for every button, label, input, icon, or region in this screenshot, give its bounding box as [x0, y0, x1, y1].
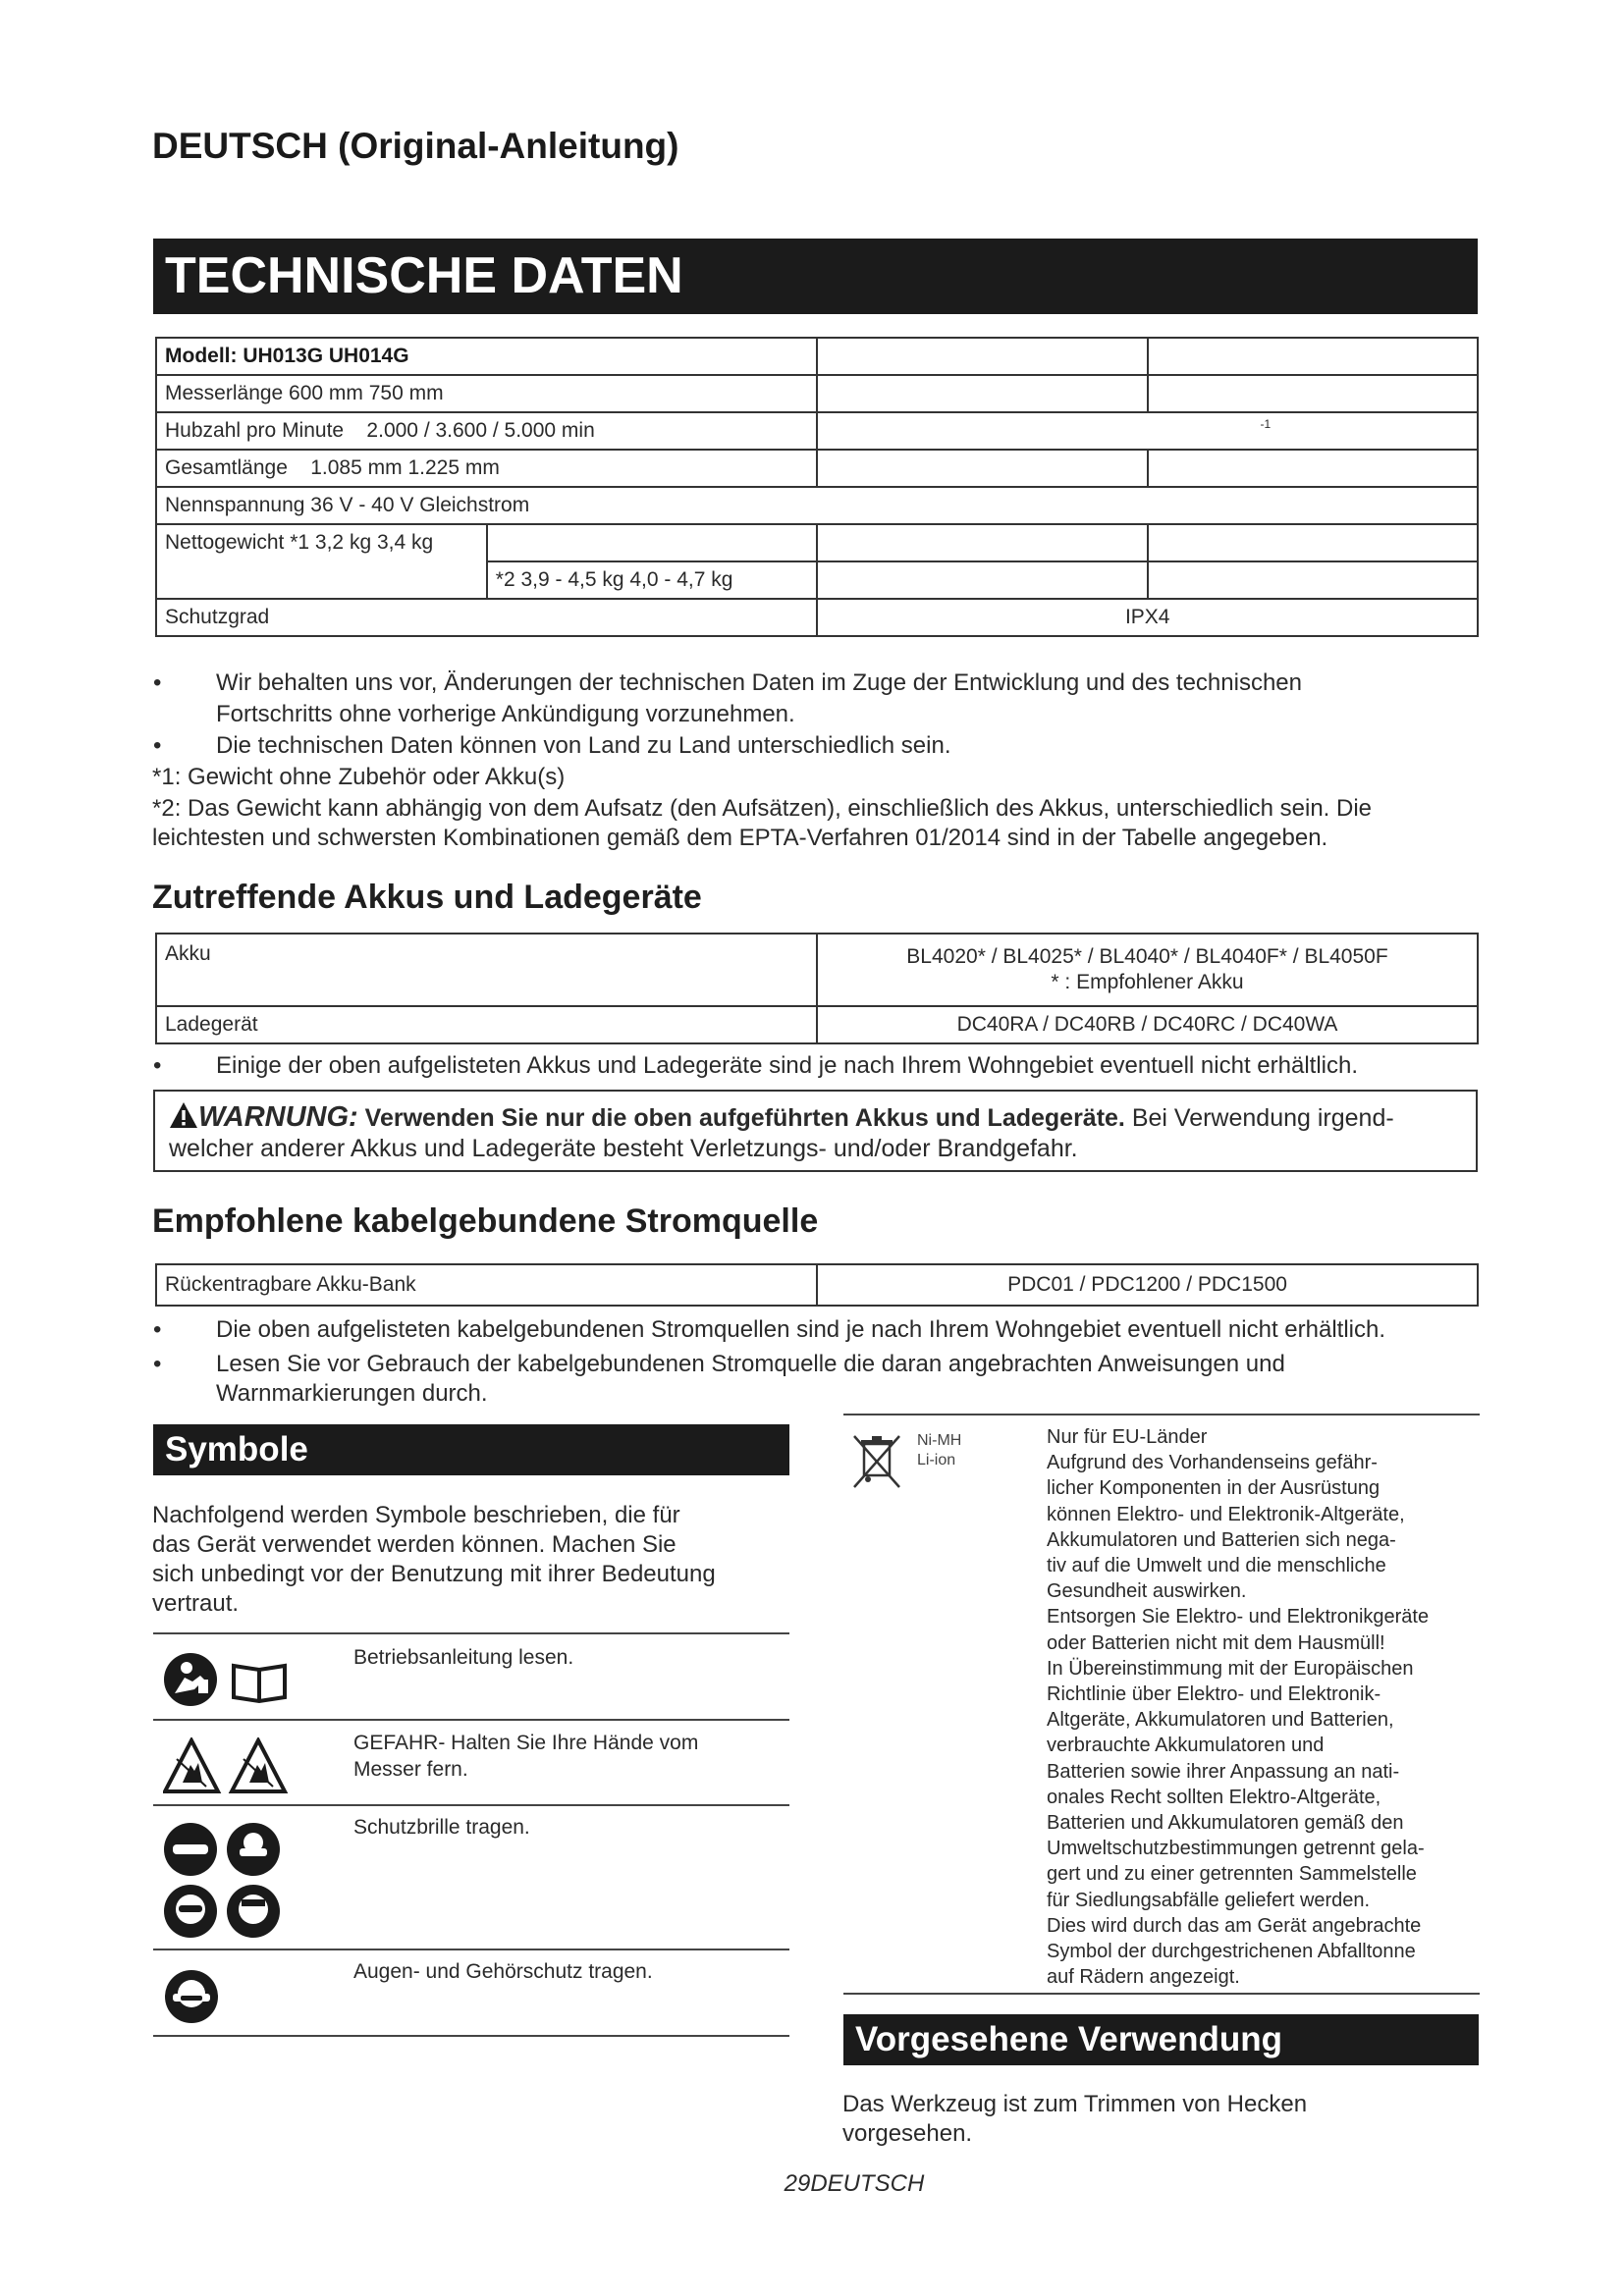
- divider: [153, 1719, 789, 1721]
- battery-type-labels: Ni-MH Li-ion: [917, 1432, 962, 1468]
- symbol-text-eye-ear: Augen- und Gehörschutz tragen.: [353, 1960, 653, 1983]
- hand-blade-danger-icon: [163, 1737, 291, 1799]
- protection-value-cell: IPX4: [817, 599, 1478, 636]
- eu-disposal-text: [1047, 1424, 1479, 1990]
- eu-text-line: Gesundheit auswirken.: [1047, 1580, 1247, 1603]
- footnote-2-cont: leichtesten und schwersten Kombinationen gemäß dem EPTA-Verfahren 01/2014 sind in der Tabelle angegeben.: [152, 825, 1328, 851]
- batteries-heading: Zutreffende Akkus und Ladegeräte: [152, 879, 702, 916]
- divider: [153, 1804, 789, 1806]
- eu-text-line: können Elektro- und Elektronik-Altgeräte,: [1047, 1503, 1405, 1525]
- table-row: [156, 599, 1478, 636]
- table-row: [156, 338, 1478, 375]
- eu-text-line: Entsorgen Sie Elektro- und Elektronikgeräte: [1047, 1606, 1430, 1629]
- eu-text-line: gert und zu einer getrennten Sammelstelle: [1047, 1863, 1417, 1886]
- charger-label-cell: Ladegerät: [156, 1006, 817, 1043]
- warning-box: [153, 1090, 1478, 1172]
- symbols-intro: Nachfolgend werden Symbole beschrieben, die für das Gerät verwendet werden können. Machen Sie sich unbedingt vor der Benutzung mit ihrer Bedeutung vertraut.: [152, 1502, 716, 1617]
- battery-note: * : Empfohlener Akku: [1051, 971, 1244, 993]
- eu-text-line: Dies wird durch das am Gerät angebrachte: [1047, 1914, 1422, 1937]
- table-row: [156, 412, 1478, 450]
- symbols-heading: Symbole: [153, 1424, 789, 1475]
- eu-text-line: onales Recht sollten Elektro-Altgeräte,: [1047, 1786, 1381, 1808]
- list-item: • Wir behalten uns vor, Änderungen der technischen Daten im Zuge der Entwicklung und des technischen: [153, 669, 1302, 696]
- eu-text-line: auf Rädern angezeigt.: [1047, 1966, 1240, 1989]
- model-cell: Modell: UH013G UH014G: [156, 338, 817, 375]
- list-item: • Lesen Sie vor Gebrauch der kabelgebundenen Stromquelle die daran angebrachten Anweisungen und: [153, 1351, 1285, 1377]
- eu-text-line: Aufgrund des Vorhandenseins gefähr-: [1047, 1452, 1378, 1474]
- net-weight-cell: Nettogewicht *1 3,2 kg 3,4 kg: [156, 524, 487, 599]
- divider: [843, 1993, 1480, 1995]
- footnote-2: *2: Das Gewicht kann abhängig von dem Aufsatz (den Aufsätzen), einschließlich des Akkus, unterschiedlich sein. Die: [152, 795, 1373, 822]
- divider: [153, 1632, 789, 1634]
- eu-text-line: Batterien sowie ihrer Anpassung an nati-: [1047, 1760, 1400, 1783]
- eu-text-line: Akkumulatoren und Batterien sich nega-: [1047, 1528, 1396, 1551]
- divider: [153, 1949, 789, 1950]
- table-row: [156, 487, 1478, 524]
- symbol-text-read-manual: Betriebsanleitung lesen.: [353, 1646, 574, 1669]
- protection-label-cell: Schutzgrad: [156, 599, 817, 636]
- page-footer: 29DEUTSCH: [784, 2170, 925, 2197]
- list-item: • Die oben aufgelisteten kabelgebundenen Stromquellen sind je nach Ihrem Wohngebiet eventuell nicht erhältlich.: [153, 1316, 1386, 1343]
- power-source-label-cell: Rückentragbare Akku-Bank: [156, 1264, 817, 1306]
- list-item: • Einige der oben aufgelisteten Akkus und Ladegeräte sind je nach Ihrem Wohngebiet eventuell nicht erhältlich.: [153, 1052, 1358, 1079]
- battery-models: BL4020* / BL4025* / BL4040* / BL4040F* / BL4050F: [906, 945, 1388, 968]
- eu-text-line: für Siedlungsabfälle geliefert werden.: [1047, 1889, 1371, 1911]
- table-row: [156, 375, 1478, 412]
- read-manual-icon: [163, 1652, 291, 1712]
- eu-text-line: verbrauchte Akkumulatoren und: [1047, 1735, 1325, 1757]
- eu-text-line: Richtlinie über Elektro- und Elektronik-: [1047, 1683, 1381, 1706]
- intended-use-heading: Vorgesehene Verwendung: [843, 2014, 1479, 2065]
- strokes-cell: Hubzahl pro Minute 2.000 / 3.600 / 5.000 min: [156, 412, 817, 450]
- power-source-table: [155, 1263, 1479, 1307]
- eye-ear-protection-icon: [163, 1968, 220, 2030]
- divider: [153, 2035, 789, 2037]
- table-row: [156, 524, 1478, 561]
- list-item: Warnmarkierungen durch.: [216, 1380, 488, 1407]
- divider: [843, 1414, 1480, 1415]
- list-item: • Die technischen Daten können von Land zu Land unterschiedlich sein.: [153, 732, 951, 759]
- table-row: [156, 1006, 1478, 1043]
- power-source-value-cell: PDC01 / PDC1200 / PDC1500: [817, 1264, 1478, 1306]
- blade-length-cell: Messerlänge 600 mm 750 mm: [156, 375, 817, 412]
- table-row: [156, 934, 1478, 1006]
- footnote-1: *1: Gewicht ohne Zubehör oder Akku(s): [152, 764, 566, 790]
- tech-data-table: [155, 337, 1479, 637]
- eu-text-line: licher Komponenten in der Ausrüstung: [1047, 1477, 1380, 1500]
- warning-triangle-icon: [169, 1101, 198, 1129]
- eu-text-line: Altgeräte, Akkumulatoren und Batterien,: [1047, 1709, 1394, 1732]
- warning-text-cont: welcher anderer Akkus und Ladegeräte besteht Verletzungs- und/oder Brandgefahr.: [169, 1135, 1078, 1162]
- table-row: [156, 1264, 1478, 1306]
- safety-goggles-icon: [163, 1821, 285, 1948]
- batteries-table: [155, 933, 1479, 1044]
- net-weight-2-cell: *2 3,9 - 4,5 kg 4,0 - 4,7 kg: [487, 561, 818, 599]
- warning-label: WARNUNG:: [198, 1101, 358, 1133]
- language-title: DEUTSCH (Original-Anleitung): [152, 126, 679, 166]
- charger-value-cell: DC40RA / DC40RB / DC40RC / DC40WA: [817, 1006, 1478, 1043]
- eu-text-line: Umweltschutzbestimmungen getrennt gela-: [1047, 1838, 1425, 1860]
- strokes-superscript: -1: [1260, 417, 1272, 431]
- list-item: Fortschritts ohne vorherige Ankündigung vorzunehmen.: [216, 701, 795, 727]
- symbol-text-goggles: Schutzbrille tragen.: [353, 1816, 530, 1839]
- eu-text-line: Symbol der durchgestrichenen Abfalltonne: [1047, 1941, 1416, 1963]
- rated-voltage-cell: Nennspannung 36 V - 40 V Gleichstrom: [156, 487, 1478, 524]
- battery-value-cell: [817, 934, 1478, 1006]
- warning-text: Bei Verwendung irgend-: [1131, 1104, 1394, 1132]
- crossed-wheelie-bin-icon: [852, 1434, 901, 1494]
- eu-text-line: In Übereinstimmung mit der Europäischen: [1047, 1657, 1414, 1680]
- eu-text-line: tiv auf die Umwelt und die menschliche: [1047, 1555, 1386, 1577]
- tech-data-heading: TECHNISCHE DATEN: [153, 239, 1478, 314]
- symbol-text-hand-danger: GEFAHR- Halten Sie Ihre Hände vom Messer fern.: [353, 1732, 699, 1781]
- power-source-heading: Empfohlene kabelgebundene Stromquelle: [152, 1202, 819, 1240]
- overall-length-cell: Gesamtlänge 1.085 mm 1.225 mm: [156, 450, 817, 487]
- eu-text-line: oder Batterien nicht mit dem Hausmüll!: [1047, 1631, 1385, 1654]
- battery-label-cell: Akku: [156, 934, 817, 1006]
- table-row: [156, 450, 1478, 487]
- eu-text-line: Batterien und Akkumulatoren gemäß den: [1047, 1812, 1404, 1835]
- warning-bold-text: Verwenden Sie nur die oben aufgeführten Akkus und Ladegeräte.: [364, 1104, 1125, 1132]
- intended-use-text: Das Werkzeug ist zum Trimmen von Hecken vorgesehen.: [842, 2091, 1308, 2147]
- eu-text-line: Nur für EU-Länder: [1047, 1426, 1208, 1448]
